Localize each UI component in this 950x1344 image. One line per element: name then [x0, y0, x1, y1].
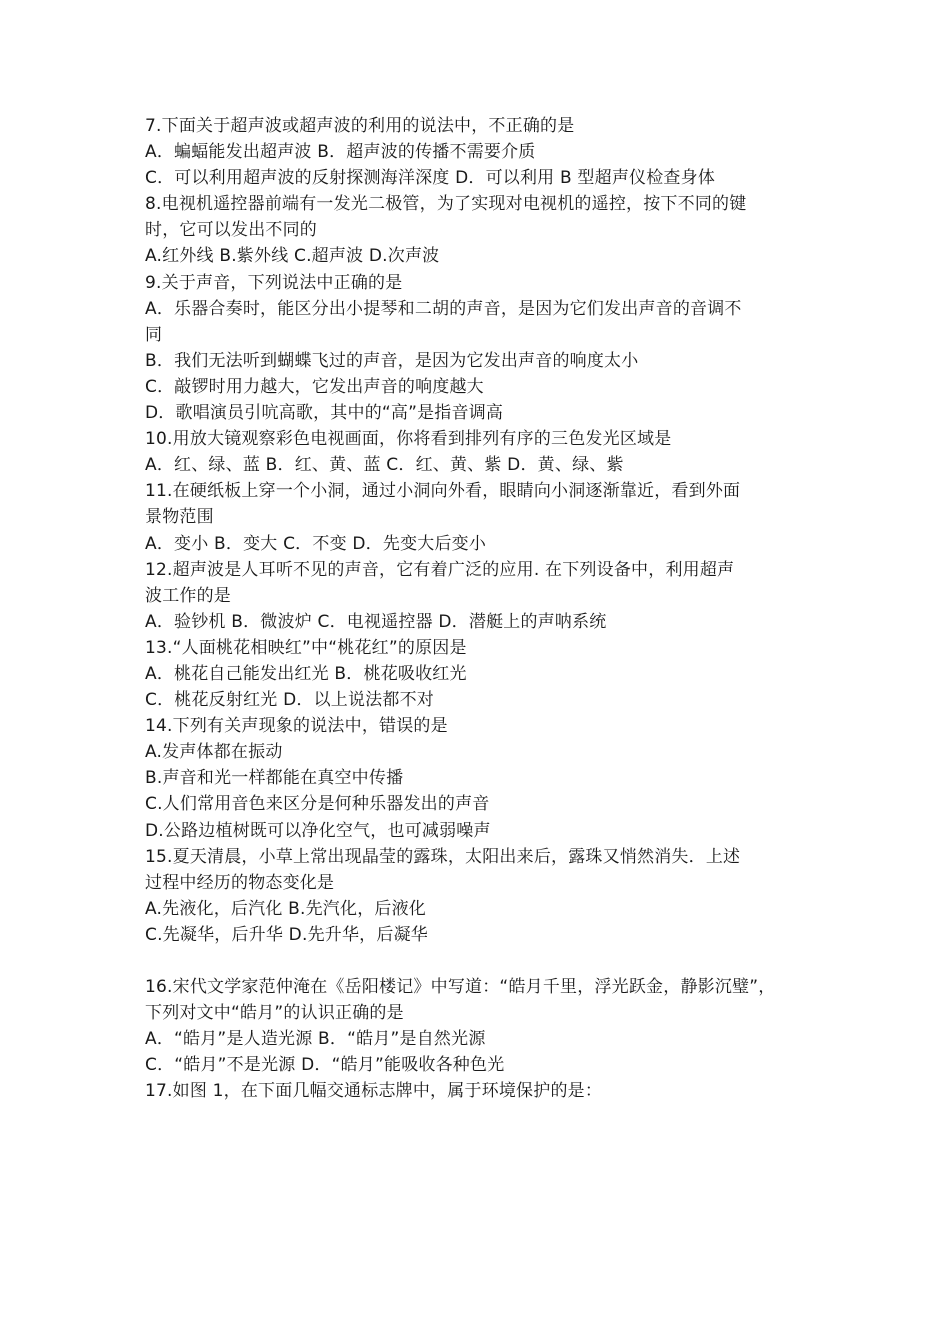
q14-option-a: A.发声体都在振动: [145, 742, 283, 763]
paragraph-gap: [145, 948, 815, 974]
q14-stem: 14.下列有关声现象的说法中，错误的是: [145, 716, 448, 737]
q14-option-d: D.公路边植树既可以净化空气，也可减弱噪声: [145, 820, 491, 841]
q15-options-1: A.先液化，后汽化 B.先汽化，后液化: [145, 898, 427, 919]
q7-stem: 7.下面关于超声波或超声波的利用的说法中，不正确的是: [145, 116, 575, 136]
q13-options-2: C．桃花反射红光 D．以上说法都不对: [145, 690, 434, 711]
q12-options: A．验钞机 B．微波炉 C．电视遥控器 D．潜艇上的声呐系统: [145, 611, 607, 632]
q9-option-c: C．敲锣时用力越大，它发出声音的响度越大: [145, 376, 484, 397]
q9-option-a-line-2: 同: [145, 324, 163, 345]
q16-options-2: C．“皓月”不是光源 D．“皓月”能吸收各种色光: [145, 1055, 505, 1076]
q17-stem: 17.如图 1，在下面几幅交通标志牌中，属于环境保护的是：: [145, 1081, 603, 1102]
q12-stem-line-1: 12.超声波是人耳听不见的声音，它有着广泛的应用. 在下列设备中，利用超声: [145, 559, 735, 580]
q11-stem-line-1: 11.在硬纸板上穿一个小洞，通过小洞向外看，眼睛向小洞逐渐靠近，看到外面: [145, 481, 741, 502]
q13-stem: 13.“人面桃花相映红”中“桃花红”的原因是: [145, 637, 467, 658]
q9-option-a-line-1: A．乐器合奏时，能区分出小提琴和二胡的声音，是因为它们发出声音的音调不: [145, 298, 742, 319]
q14-option-c: C.人们常用音色来区分是何种乐器发出的声音: [145, 794, 490, 815]
q9-option-b: B．我们无法听到蝴蝶飞过的声音，是因为它发出声音的响度太小: [145, 350, 639, 371]
q12-stem-line-2: 波工作的是: [145, 585, 231, 606]
q16-stem-line-2: 下列对文中“皓月”的认识正确的是: [145, 1003, 404, 1024]
q15-stem-line-1: 15.夏天清晨，小草上常出现晶莹的露珠，太阳出来后，露珠又悄然消失．上述: [145, 846, 741, 867]
q7-options-2: C．可以利用超声波的反射探测海洋深度 D．可以利用 B 型超声仪检查身体: [145, 168, 716, 189]
q10-stem: 10.用放大镜观察彩色电视画面，你将看到排列有序的三色发光区域是: [145, 429, 672, 450]
q7-options-1: A．蝙蝠能发出超声波 B．超声波的传播不需要介质: [145, 142, 536, 163]
q8-options: A.红外线 B.紫外线 C.超声波 D.次声波: [145, 246, 440, 267]
q8-stem-line-2: 时，它可以发出不同的: [145, 220, 317, 241]
q15-stem-line-2: 过程中经历的物态变化是: [145, 872, 335, 893]
q16-stem-line-1: 16.宋代文学家范仲淹在《岳阳楼记》中写道：“皓月千里，浮光跃金，静影沉璧”，: [145, 977, 776, 997]
q8-stem-line-1: 8.电视机遥控器前端有一发光二极管，为了实现对电视机的遥控，按下不同的键: [145, 194, 747, 215]
q9-option-d: D．歌唱演员引吭高歌，其中的“高”是指音调高: [145, 403, 504, 424]
exam-page: [145, 113, 815, 1104]
q16-options-1: A．“皓月”是人造光源 B．“皓月”是自然光源: [145, 1029, 486, 1050]
q13-options-1: A．桃花自己能发出红光 B．桃花吸收红光: [145, 663, 467, 684]
q10-options: A．红、绿、蓝 B．红、黄、蓝 C．红、黄、紫 D．黄、绿、紫: [145, 455, 624, 476]
q11-options: A．变小 B．变大 C．不变 D．先变大后变小: [145, 533, 487, 554]
q9-stem: 9.关于声音，下列说法中正确的是: [145, 272, 403, 293]
q15-options-2: C.先凝华，后升华 D.先升华，后凝华: [145, 924, 428, 945]
q11-stem-line-2: 景物范围: [145, 507, 214, 528]
q14-option-b: B.声音和光一样都能在真空中传播: [145, 768, 404, 789]
